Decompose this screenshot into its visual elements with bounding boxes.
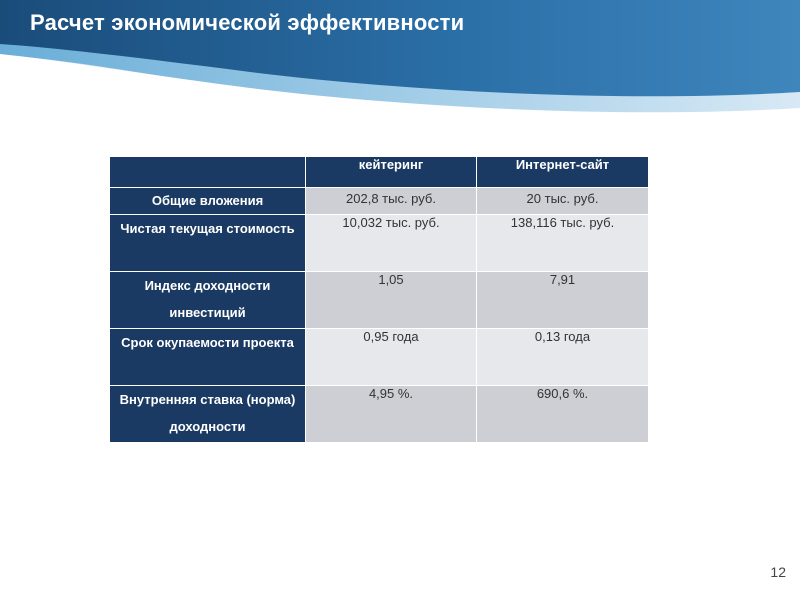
economic-efficiency-table (109, 156, 649, 443)
row-label: Общие вложения (110, 188, 306, 215)
row-label: Внутренняя ставка (норма) доходности (110, 386, 306, 443)
table-cell: 20 тыс. руб. (477, 188, 649, 215)
table-cell: 4,95 %. (306, 386, 477, 443)
column-header-empty (110, 157, 306, 188)
table-cell: 10,032 тыс. руб. (306, 215, 477, 272)
table-row (110, 329, 649, 386)
table-cell: 0,13 года (477, 329, 649, 386)
table-cell: 7,91 (477, 272, 649, 329)
table-row (110, 215, 649, 272)
table-row (110, 188, 649, 215)
row-label: Чистая текущая стоимость (110, 215, 306, 272)
table-row (110, 386, 649, 443)
column-header-catering: кейтеринг (306, 157, 477, 188)
table-cell: 138,116 тыс. руб. (477, 215, 649, 272)
row-label: Индекс доходности инвестиций (110, 272, 306, 329)
column-header-website: Интернет-сайт (477, 157, 649, 188)
table-cell: 0,95 года (306, 329, 477, 386)
page-number: 12 (770, 564, 786, 580)
table-cell: 1,05 (306, 272, 477, 329)
table-row (110, 272, 649, 329)
row-label: Срок окупаемости проекта (110, 329, 306, 386)
table-cell: 202,8 тыс. руб. (306, 188, 477, 215)
table-cell: 690,6 %. (477, 386, 649, 443)
slide-title: Расчет экономической эффективности (30, 10, 465, 35)
table-header-row (110, 157, 649, 188)
